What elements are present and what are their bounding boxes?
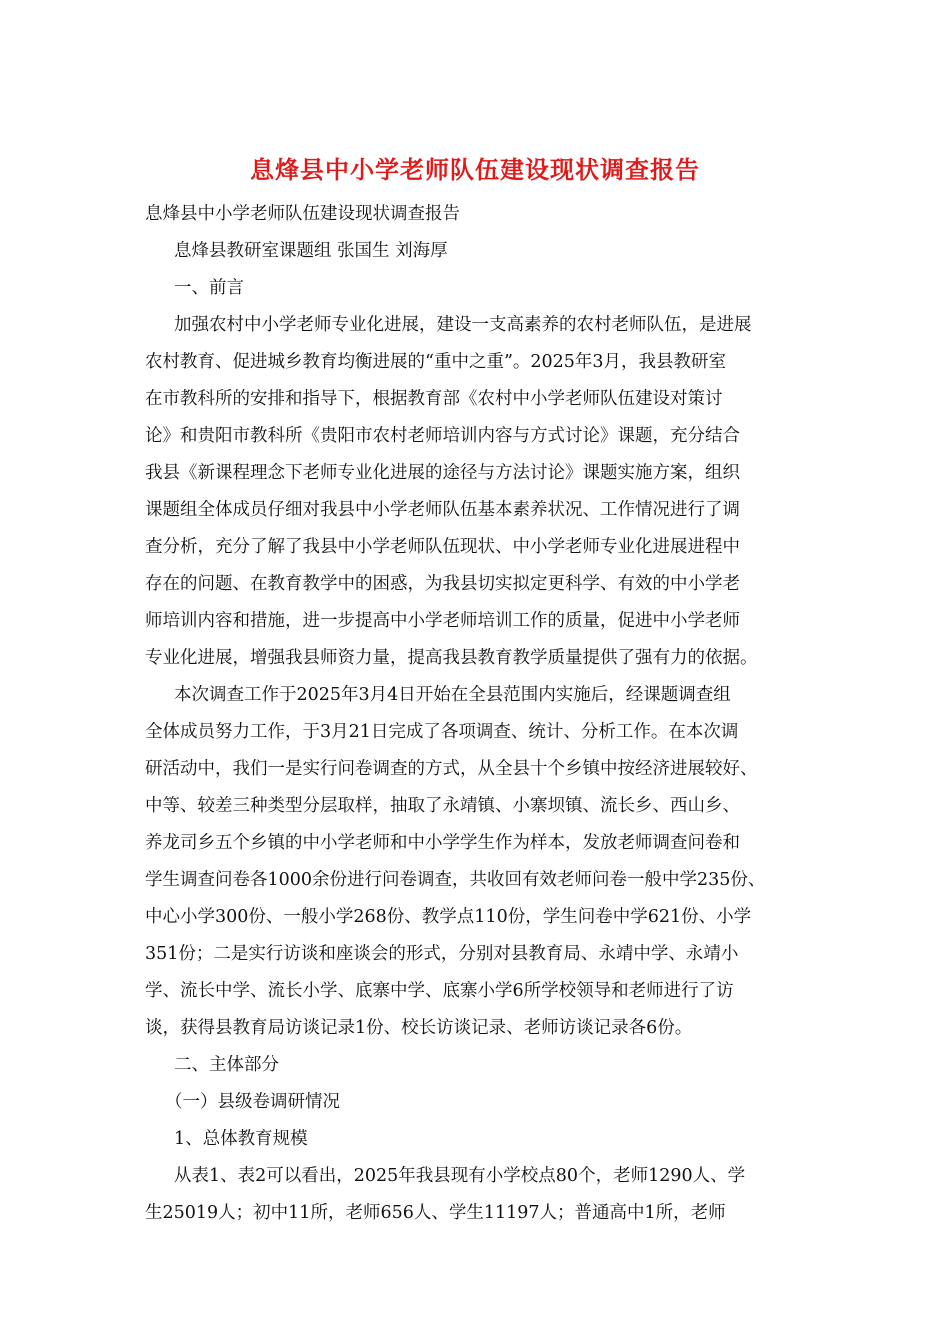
document-subtitle: 息烽县中小学老师队伍建设现状调查报告 — [145, 204, 460, 224]
paragraph-line: 农村教育、促进城乡教育均衡进展的“重中之重”。2025年3月，我县教研室 — [145, 352, 727, 372]
paragraph-line: 本次调查工作于2025年3月4日开始在全县范围内实施后，经课题调查组 — [174, 685, 731, 705]
subsection-heading: （一）县级卷调研情况 — [165, 1092, 340, 1112]
paragraph-line: 生25019人；初中11所，老师656人、学生11197人；普通高中1所，老师 — [145, 1203, 726, 1223]
section-heading-preface: 一、前言 — [174, 278, 244, 298]
paragraph-line: 加强农村中小学老师专业化进展，建设一支高素养的农村老师队伍，是进展 — [174, 315, 752, 335]
paragraph-preface — [145, 307, 810, 677]
paragraph-line: 我县《新课程理念下老师专业化进展的途径与方法讨论》课题实施方案，组织 — [145, 463, 740, 483]
paragraph-line: 师培训内容和措施，进一步提高中小学老师培训工作的质量，促进中小学老师 — [145, 611, 740, 631]
paragraph-line: 全体成员努力工作，于3月21日完成了各项调查、统计、分析工作。在本次调 — [145, 722, 739, 742]
paragraph-line: 中心小学300份、一般小学268份、教学点110份，学生问卷中学621份、小学 — [145, 907, 752, 927]
document-body — [145, 196, 810, 1232]
paragraph-line: 中等、较差三种类型分层取样，抽取了永靖镇、小寨坝镇、流长乡、西山乡、 — [145, 796, 740, 816]
paragraph-line: 存在的问题、在教育教学中的困惑，为我县切实拟定更科学、有效的中小学老 — [145, 574, 740, 594]
paragraph-survey — [145, 677, 810, 1047]
paragraph-line: 查分析，充分了解了我县中小学老师队伍现状、中小学老师专业化进展进程中 — [145, 537, 740, 557]
paragraph-line: 养龙司乡五个乡镇的中小学老师和中小学学生作为样本，发放老师调查问卷和 — [145, 833, 740, 853]
section-heading-main: 二、主体部分 — [174, 1055, 279, 1075]
paragraph-line: 专业化进展，增强我县师资力量，提高我县教育教学质量提供了强有力的依据。 — [145, 648, 758, 668]
paragraph-line: 学生调查问卷各1000余份进行问卷调查，共收回有效老师问卷一般中学235份、 — [145, 870, 766, 890]
paragraph-scale — [145, 1158, 810, 1232]
paragraph-line: 在市教科所的安排和指导下，根据教育部《农村中小学老师队伍建设对策讨 — [145, 389, 723, 409]
paragraph-line: 研活动中，我们一是实行问卷调查的方式，从全县十个乡镇中按经济进展较好、 — [145, 759, 758, 779]
paragraph-line: 论》和贵阳市教科所《贵阳市农村老师培训内容与方式讨论》课题，充分结合 — [145, 426, 740, 446]
document-title: 息烽县中小学老师队伍建设现状调查报告 — [250, 155, 700, 184]
authors-line: 息烽县教研室课题组 张国生 刘海厚 — [174, 241, 448, 261]
item-heading: 1、总体教育规模 — [174, 1129, 308, 1149]
paragraph-line: 351份；二是实行访谈和座谈会的形式，分别对县教育局、永靖中学、永靖小 — [145, 944, 739, 964]
paragraph-line: 学、流长中学、流长小学、底寨中学、底寨小学6所学校领导和老师进行了访 — [145, 981, 734, 1001]
paragraph-line: 谈，获得县教育局访谈记录1份、校长访谈记录、老师访谈记录各6份。 — [145, 1018, 693, 1038]
paragraph-line: 从表1、表2可以看出，2025年我县现有小学校点80个，老师1290人、学 — [174, 1166, 746, 1186]
paragraph-line: 课题组全体成员仔细对我县中小学老师队伍基本素养状况、工作情况进行了调 — [145, 500, 740, 520]
